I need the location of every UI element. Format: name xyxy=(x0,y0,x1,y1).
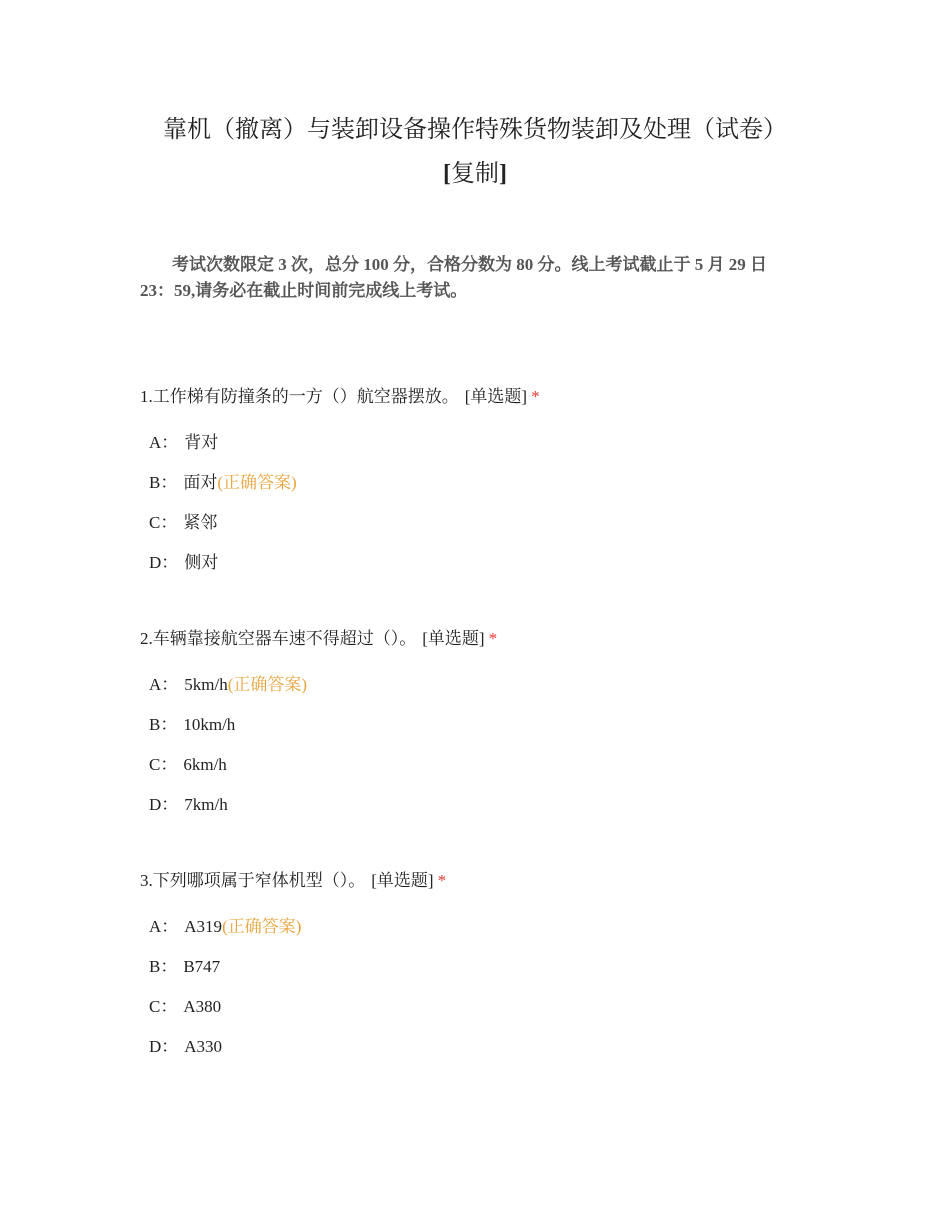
option-separator: ： xyxy=(160,755,178,774)
option-letter: D xyxy=(149,553,162,572)
option-letter: B xyxy=(149,715,161,734)
question-1 xyxy=(140,385,820,575)
option-text: A330 xyxy=(184,1037,223,1056)
question-stem xyxy=(140,627,820,651)
option-c xyxy=(149,753,820,777)
option-separator: ： xyxy=(160,957,178,976)
question-text: 1.工作梯有防撞条的一方（）航空器摆放。 xyxy=(140,387,459,406)
option-letter: D xyxy=(149,1037,162,1056)
option-letter: B xyxy=(149,957,161,976)
title-line-2 xyxy=(130,152,820,196)
option-text: 背对 xyxy=(184,433,219,452)
correct-answer-label: (正确答案) xyxy=(227,675,308,694)
option-text: 10km/h xyxy=(183,715,236,734)
option-c xyxy=(149,995,820,1019)
option-a xyxy=(149,431,820,455)
option-d xyxy=(149,1035,820,1059)
option-separator: ： xyxy=(160,997,178,1016)
option-separator: ： xyxy=(160,473,178,492)
option-text: 面对 xyxy=(183,473,218,492)
option-d xyxy=(149,551,820,575)
option-text: 5km/h xyxy=(184,675,228,694)
title-copy-label: 复制 xyxy=(451,161,499,187)
question-2 xyxy=(140,627,820,817)
required-mark: * xyxy=(437,871,447,890)
option-text: A319 xyxy=(184,917,223,936)
option-letter: C xyxy=(149,513,161,532)
option-separator: ： xyxy=(161,675,179,694)
question-stem xyxy=(140,869,820,893)
option-separator: ： xyxy=(161,1037,179,1056)
title-line-1: 靠机（撤离）与装卸设备操作特殊货物装卸及处理（试卷） xyxy=(163,117,787,143)
option-separator: ： xyxy=(160,513,178,532)
question-type: [单选题] xyxy=(371,871,434,890)
question-text: 2.车辆靠接航空器车速不得超过（）。 xyxy=(140,629,417,648)
question-type: [单选题] xyxy=(422,629,485,648)
option-letter: C xyxy=(149,755,161,774)
exam-notice: 考试次数限定 3 次，总分 100 分，合格分数为 80 分。线上考试截止于 5 月 29 日 23：59,请务必在截止时间前完成线上考试。 xyxy=(140,255,767,300)
option-text: B747 xyxy=(183,957,221,976)
title-bracket-close: ] xyxy=(499,161,507,187)
option-separator: ： xyxy=(161,917,179,936)
option-letter: C xyxy=(149,997,161,1016)
option-d xyxy=(149,793,820,817)
option-a xyxy=(149,915,820,939)
option-letter: A xyxy=(149,917,162,936)
question-3 xyxy=(140,869,820,1059)
option-b xyxy=(149,713,820,737)
option-separator: ： xyxy=(161,433,179,452)
required-mark: * xyxy=(488,629,498,648)
option-separator: ： xyxy=(160,715,178,734)
option-text: 6km/h xyxy=(183,755,227,774)
option-b xyxy=(149,471,820,495)
required-mark: * xyxy=(531,387,540,406)
option-text: 侧对 xyxy=(184,553,219,572)
question-text: 3.下列哪项属于窄体机型（）。 xyxy=(140,871,366,890)
option-separator: ： xyxy=(161,553,179,572)
title-bracket-open: [ xyxy=(443,161,451,187)
option-separator: ： xyxy=(161,795,179,814)
correct-answer-label: (正确答案) xyxy=(217,473,297,492)
option-text: 紧邻 xyxy=(183,513,218,532)
correct-answer-label: (正确答案) xyxy=(222,917,302,936)
option-letter: D xyxy=(149,795,162,814)
option-c xyxy=(149,511,820,535)
option-a xyxy=(149,673,820,697)
option-text: 7km/h xyxy=(184,795,228,814)
option-letter: A xyxy=(149,675,162,694)
option-letter: A xyxy=(149,433,162,452)
page-title xyxy=(130,108,820,196)
option-b xyxy=(149,955,820,979)
option-letter: B xyxy=(149,473,161,492)
question-stem xyxy=(140,385,820,409)
question-type: [单选题] xyxy=(464,387,528,406)
option-text: A380 xyxy=(183,997,222,1016)
